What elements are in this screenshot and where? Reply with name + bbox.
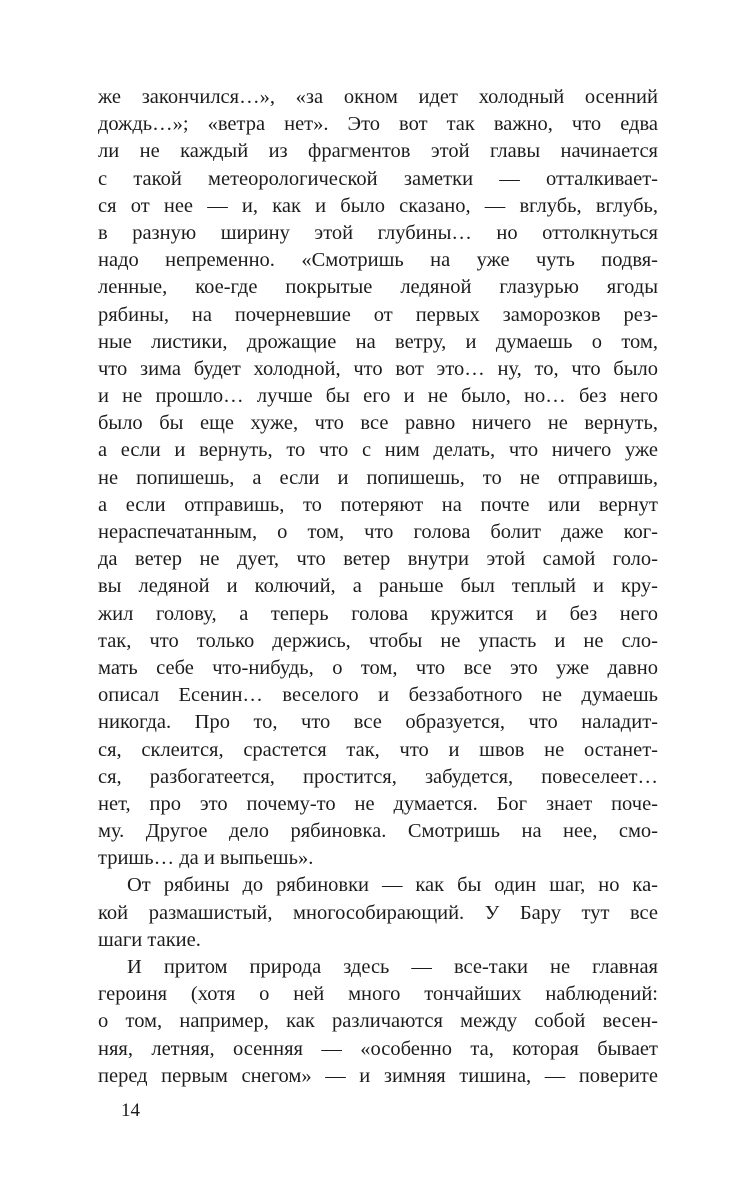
text-line: жил голову, а теперь голова кружится и без него [98, 602, 658, 625]
text-line: с такой метеорологической заметки — отталкивает- [98, 167, 658, 190]
text-line: так, что только держись, чтобы не упасть и не сло- [98, 629, 658, 652]
text-line: ли не каждый из фрагментов этой главы начинается [98, 140, 658, 163]
text-line: перед первым снегом» — и зимняя тишина, — поверите [98, 1064, 658, 1087]
page-number: 14 [121, 1100, 140, 1121]
text-line: да ветер не дует, что ветер внутри этой самой голо- [98, 548, 658, 571]
page-text [98, 84, 658, 1090]
text-line: ся, разбогатеется, простится, забудется, повеселеет… [98, 765, 658, 788]
text-line: было бы еще хуже, что все равно ничего не вернуть, [98, 412, 658, 435]
text-line: и не прошло… лучше бы его и не было, но… без него [98, 385, 658, 408]
text-line: няя, летняя, осенняя — «особенно та, которая бывает [98, 1037, 658, 1060]
text-line: И притом природа здесь — все-таки не главная [127, 956, 658, 978]
text-line: ся от нее — и, как и было сказано, — вглубь, вглубь, [98, 194, 658, 217]
text-line: не попишешь, а если и попишешь, то не отправишь, [98, 466, 658, 489]
text-line: что зима будет холодной, что вот это… ну, то, что было [98, 357, 658, 380]
text-line: героиня (хотя о ней много тончайших наблюдений: [98, 983, 658, 1006]
text-line: ся, склеится, срастется так, что и швов не останет- [98, 738, 658, 761]
text-line: о том, например, как различаются между собой весен- [98, 1010, 658, 1033]
text-line: рябины, на почерневшие от первых заморозков рез- [98, 303, 658, 326]
text-line: ные листики, дрожащие на ветру, и думаешь о том, [98, 330, 658, 353]
text-line: дождь…»; «ветра нет». Это вот так важно, что едва [98, 113, 658, 136]
text-line: вы ледяной и колючий, а раньше был теплый и кру- [98, 575, 658, 598]
text-line: никогда. Про то, что все образуется, что наладит- [98, 711, 658, 734]
text-line: в разную ширину этой глубины… но оттолкнуться [98, 221, 658, 244]
text-line: а если отправишь, то потеряют на почте или вернут [98, 493, 658, 516]
text-line: ленные, кое-где покрытые ледяной глазурью ягоды [98, 276, 658, 299]
text-line: мать себе что-нибудь, о том, что все это уже давно [98, 656, 658, 679]
text-line: описал Есенин… веселого и беззаботного не думаешь [98, 684, 658, 707]
text-line: От рябины до рябиновки — как бы один шаг, но ка- [127, 874, 658, 897]
text-line: кой размашистый, многособирающий. У Бару тут все [98, 901, 658, 924]
text-line: надо непременно. «Смотришь на уже чуть подвя- [98, 249, 658, 272]
text-line: шаги такие. [98, 928, 201, 951]
text-line: а если и вернуть, то что с ним делать, что ничего уже [98, 439, 658, 462]
text-line: тришь… да и выпьешь». [98, 847, 314, 870]
text-line: нераспечатанным, о том, что голова болит даже ког- [98, 521, 658, 543]
text-line: же закончился…», «за окном идет холодный осенний [98, 86, 658, 108]
text-line: нет, про это почему-то не думается. Бог знает поче- [98, 792, 658, 815]
text-line: му. Другое дело рябиновка. Смотришь на нее, смо- [98, 820, 658, 843]
